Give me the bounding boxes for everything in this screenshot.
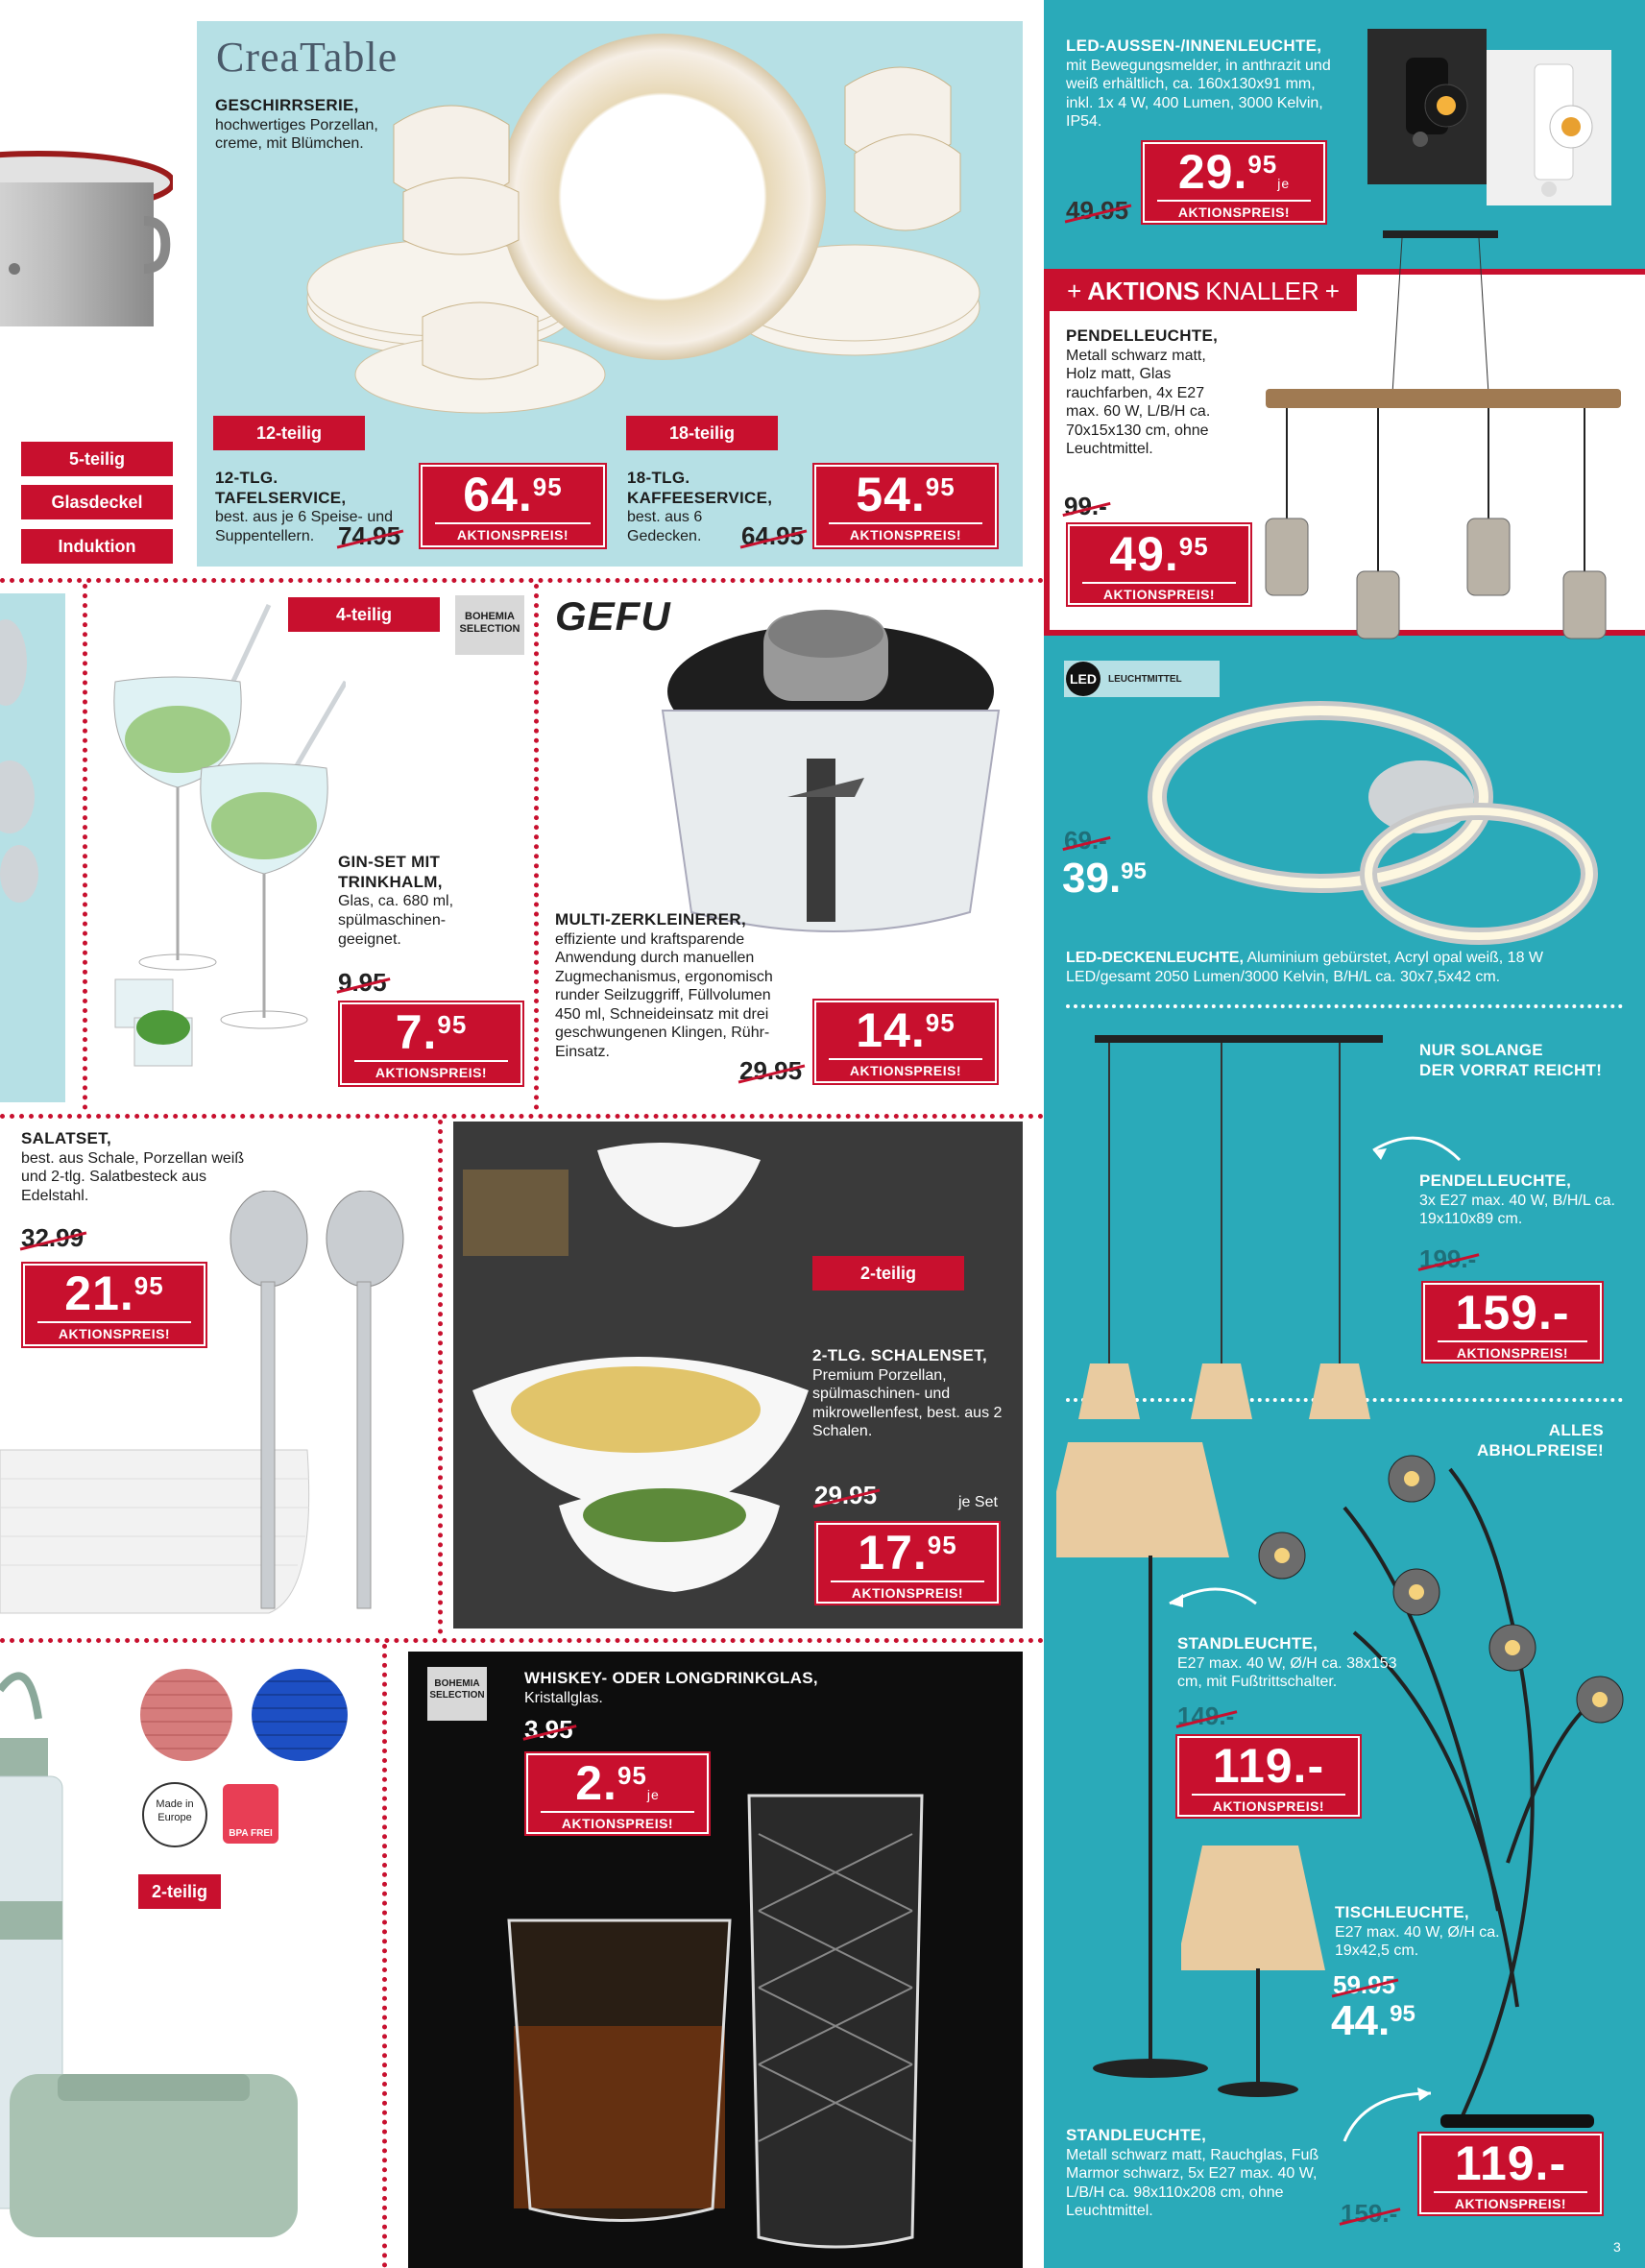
floor1-text <box>1177 1634 1398 1692</box>
price-value: 54.95 <box>856 468 956 521</box>
badge-4-teilig: 4-teilig <box>288 597 440 632</box>
page-number: 3 <box>1613 2239 1621 2255</box>
pendant2-desc: 3x E27 max. 40 W, B/H/L ca. 19x110x89 cm. <box>1419 1192 1615 1228</box>
badge-18-teilig: 18-teilig <box>626 416 778 450</box>
bottle-color-red-icon <box>140 1669 232 1761</box>
bottle-color-blue-icon <box>252 1669 348 1761</box>
bowls-text <box>812 1346 1004 1441</box>
led-ceiling-old-price: 69.- <box>1064 826 1107 855</box>
price-value: 17.95 <box>858 1526 957 1580</box>
pendant1-text <box>1066 326 1220 459</box>
tafelservice-old-price: 74.95 <box>338 521 401 550</box>
price-label: AKTIONSPREIS! <box>1456 1345 1569 1361</box>
price-label: AKTIONSPREIS! <box>1102 587 1216 602</box>
led-outdoor-white-image <box>1487 50 1611 205</box>
table-lamp-title: TISCHLEUCHTE, <box>1335 1903 1469 1921</box>
pot-image <box>0 115 173 384</box>
gin-glasses-image <box>96 595 346 1104</box>
bohemia-logo: BOHEMIA SELECTION <box>455 595 524 655</box>
separator <box>83 584 87 1110</box>
led-outdoor-dark-image <box>1367 29 1487 184</box>
floor1-title: STANDLEUCHTE, <box>1177 1634 1318 1653</box>
floor2-old-price: 159.- <box>1341 2199 1398 2228</box>
pickup-line2: ABHOLPREISE! <box>1476 1440 1604 1460</box>
badge-induktion: Induktion <box>21 529 173 564</box>
separator <box>438 1120 443 1634</box>
salad-image <box>0 1191 423 1623</box>
pendant1-old-price: 99.- <box>1064 492 1107 520</box>
whiskey-old-price: 3.95 <box>524 1715 573 1744</box>
pendant2-text <box>1419 1171 1621 1229</box>
price-value: 7.95 <box>395 1005 468 1059</box>
price-label: AKTIONSPREIS! <box>1177 205 1291 220</box>
chopper-title: MULTI-ZERKLEINERER, <box>555 910 746 929</box>
salad-title: SALATSET, <box>21 1129 112 1147</box>
led-icon: LED <box>1066 662 1101 696</box>
pendant2-old-price: 199.- <box>1419 1244 1477 1273</box>
tafelservice-title: 12-TLG. TAFELSERVICE, <box>215 469 347 507</box>
gefu-logo: GEFU <box>555 593 671 639</box>
floor1-desc: E27 max. 40 W, Ø/H ca. 38x153 cm, mit Fußtrittschalter. <box>1177 1654 1397 1691</box>
tableware-title: GESCHIRRSERIE, <box>215 96 359 114</box>
badge-glasdeckel: Glasdeckel <box>21 485 173 519</box>
pendant2-title: PENDELLEUCHTE, <box>1419 1171 1572 1190</box>
salad-old-price: 32.99 <box>21 1223 85 1252</box>
cutlery-image <box>0 615 63 922</box>
badge-2-teilig-bowls: 2-teilig <box>812 1256 964 1291</box>
led-outdoor-price-tag <box>1143 142 1325 223</box>
price-label: AKTIONSPREIS! <box>849 1063 962 1078</box>
floor2-price-tag <box>1419 2134 1602 2214</box>
made-in-europe-icon: Made in Europe <box>142 1782 207 1847</box>
pendant1-desc: Metall schwarz matt, Holz matt, Glas rauchfarben, 4x E27 max. 60 W, L/B/H ca. 70x15x130 cm, ohne Leuchtmittel. <box>1066 347 1211 458</box>
led-ceiling-title: LED-DECKENLEUCHTE, <box>1066 950 1244 966</box>
price-value: 119.- <box>1212 1739 1325 1793</box>
led-outdoor-desc: mit Bewegungsmelder, in anthrazit und weiß erhältlich, ca. 160x130x91 mm, inkl. 1x 4 W, 400 Lumen, 3000 Kelvin, IP54. <box>1066 57 1331 131</box>
kaffeeservice-price-tag <box>814 465 997 547</box>
chopper-text <box>555 910 786 1061</box>
badge-2-teilig-bottles: 2-teilig <box>138 1874 221 1909</box>
price-value: 159.- <box>1455 1286 1570 1339</box>
bowls-je-set: je Set <box>958 1494 998 1510</box>
bowls-old-price: 29.95 <box>814 1481 878 1509</box>
gin-title: GIN-SET MIT TRINKHALM, <box>338 853 443 891</box>
gin-old-price: 9.95 <box>338 968 387 997</box>
price-label: AKTIONSPREIS! <box>456 527 569 543</box>
led-outdoor-old-price: 49.95 <box>1066 196 1129 225</box>
price-value: 21.95 <box>64 1267 164 1320</box>
price-value: 119.- <box>1454 2136 1567 2190</box>
bpa-free-icon: BPA FREI <box>223 1784 278 1844</box>
table-lamp-desc: E27 max. 40 W, Ø/H ca. 19x42,5 cm. <box>1335 1923 1500 1960</box>
bowls-image <box>453 1122 837 1629</box>
chopper-price-tag <box>814 1001 997 1083</box>
tableware-desc: hochwertiges Porzellan, creme, mit Blümchen. <box>215 116 378 153</box>
led-ceiling-desc: Aluminium gebürstet, Acryl opal weiß, 18 W LED/gesamt 2050 Lumen/3000 Kelvin, B/H/L ca. 30x7,5x42 cm. <box>1066 950 1544 985</box>
notice-text <box>1419 1041 1611 1080</box>
separator <box>382 1644 387 2268</box>
led-outdoor-title: LED-AUSSEN-/INNENLEUCHTE, <box>1066 36 1322 55</box>
aktionsknaller-banner: + AKTIONS KNALLER + <box>1050 271 1357 311</box>
led-outdoor-text <box>1066 36 1344 132</box>
gin-price-tag <box>340 1002 522 1085</box>
floor2-text <box>1066 2126 1325 2221</box>
floor1-old-price: 149.- <box>1177 1701 1235 1730</box>
kaffeeservice-title: 18-TLG. KAFFEESERVICE, <box>627 469 773 507</box>
whiskey-glasses-image <box>490 1776 989 2266</box>
price-value: 29.95je <box>1177 145 1291 199</box>
price-value: 14.95 <box>856 1003 956 1057</box>
kaffeeservice-desc: best. aus 6 Gedecken. <box>627 509 703 544</box>
price-label: AKTIONSPREIS! <box>1212 1798 1325 1814</box>
price-label: AKTIONSPREIS! <box>851 1585 964 1601</box>
badge-5-teilig: 5-teilig <box>21 442 173 476</box>
bowls-price-tag <box>816 1523 999 1604</box>
separator <box>0 578 1044 583</box>
led-ceiling-text <box>1066 949 1623 986</box>
pendant2-image <box>1066 1027 1392 1431</box>
chopper-image <box>643 605 1018 951</box>
floor2-desc: Metall schwarz matt, Rauchglas, Fuß Marmor schwarz, 5x E27 max. 40 W, L/B/H ca. 98x110x208 cm, ohne Leuchtmittel. <box>1066 2146 1319 2220</box>
pendant1-price-tag <box>1068 524 1250 605</box>
pendant1-title: PENDELLEUCHTE, <box>1066 326 1219 345</box>
floor2-title: STANDLEUCHTE, <box>1066 2126 1207 2144</box>
notice-line1: NUR SOLANGE <box>1419 1041 1543 1059</box>
price-label: AKTIONSPREIS! <box>1454 2196 1567 2211</box>
table-lamp-image <box>1181 1834 1335 2122</box>
gin-desc: Glas, ca. 680 ml, spülmaschinen-geeignet. <box>338 893 454 948</box>
chopper-desc: effiziente und kraftsparende Anwendung durch manuellen Zugmechanismus, ergonomisch runder Seilzuggriff, Füllvolumen 450 ml, Schneideinsatz mit drei geschwungenen Klingen, Rühr-Einsatz. <box>555 930 773 1060</box>
separator <box>534 584 539 1110</box>
salad-desc: best. aus Schale, Porzellan weiß und 2-tlg. Salatbesteck aus Edelstahl. <box>21 1149 245 1204</box>
bohemia-logo-2: BOHEMIA SELECTION <box>427 1667 487 1721</box>
pendant1-image <box>1248 230 1633 643</box>
whiskey-title: WHISKEY- ODER LONGDRINKGLAS, <box>524 1669 818 1687</box>
price-label: AKTIONSPREIS! <box>375 1065 488 1080</box>
separator <box>1066 1004 1623 1008</box>
bowls-title: 2-TLG. SCHALENSET, <box>812 1346 988 1364</box>
badge-12-teilig: 12-teilig <box>213 416 365 450</box>
table-lamp-text <box>1335 1903 1527 1961</box>
pendant2-price-tag <box>1423 1283 1602 1362</box>
pickup-line1: ALLES <box>1548 1421 1604 1439</box>
floor1-price-tag <box>1177 1736 1360 1817</box>
led-ceiling-image <box>1143 691 1623 960</box>
price-value: 49.95 <box>1109 527 1209 581</box>
kaffeeservice-old-price: 64.95 <box>741 521 805 550</box>
price-label: AKTIONSPREIS! <box>561 1816 674 1831</box>
arrow-icon <box>1160 1575 1266 1623</box>
price-label: AKTIONSPREIS! <box>58 1326 171 1341</box>
table-lamp-price: 44.95 <box>1331 1997 1415 2044</box>
tableware-image <box>298 29 999 422</box>
gin-text <box>338 853 482 949</box>
whiskey-text <box>524 1669 832 1707</box>
tafelservice-price-tag <box>421 465 605 547</box>
whiskey-desc: Kristallglas. <box>524 1689 603 1706</box>
notice-line2: DER VORRAT REICHT! <box>1419 1060 1603 1079</box>
chopper-old-price: 29.95 <box>739 1056 803 1085</box>
table-lamp-old-price: 59.95 <box>1333 1970 1396 1999</box>
separator <box>0 1114 1044 1119</box>
arrow-icon <box>1364 1122 1469 1179</box>
price-label: AKTIONSPREIS! <box>849 527 962 543</box>
led-badge-text: LEUCHTMITTEL <box>1108 673 1182 685</box>
bowls-desc: Premium Porzellan, spülmaschinen- und mikrowellenfest, best. aus 2 Schalen. <box>812 1366 1003 1440</box>
creatable-logo: CreaTable <box>216 34 399 81</box>
price-value: 2.95je <box>575 1756 660 1810</box>
price-value: 64.95 <box>463 468 563 521</box>
led-ceiling-price: 39.95 <box>1062 855 1147 902</box>
tafelservice-desc: best. aus je 6 Speise- und Suppentellern. <box>215 509 394 544</box>
separator <box>0 1638 1044 1643</box>
